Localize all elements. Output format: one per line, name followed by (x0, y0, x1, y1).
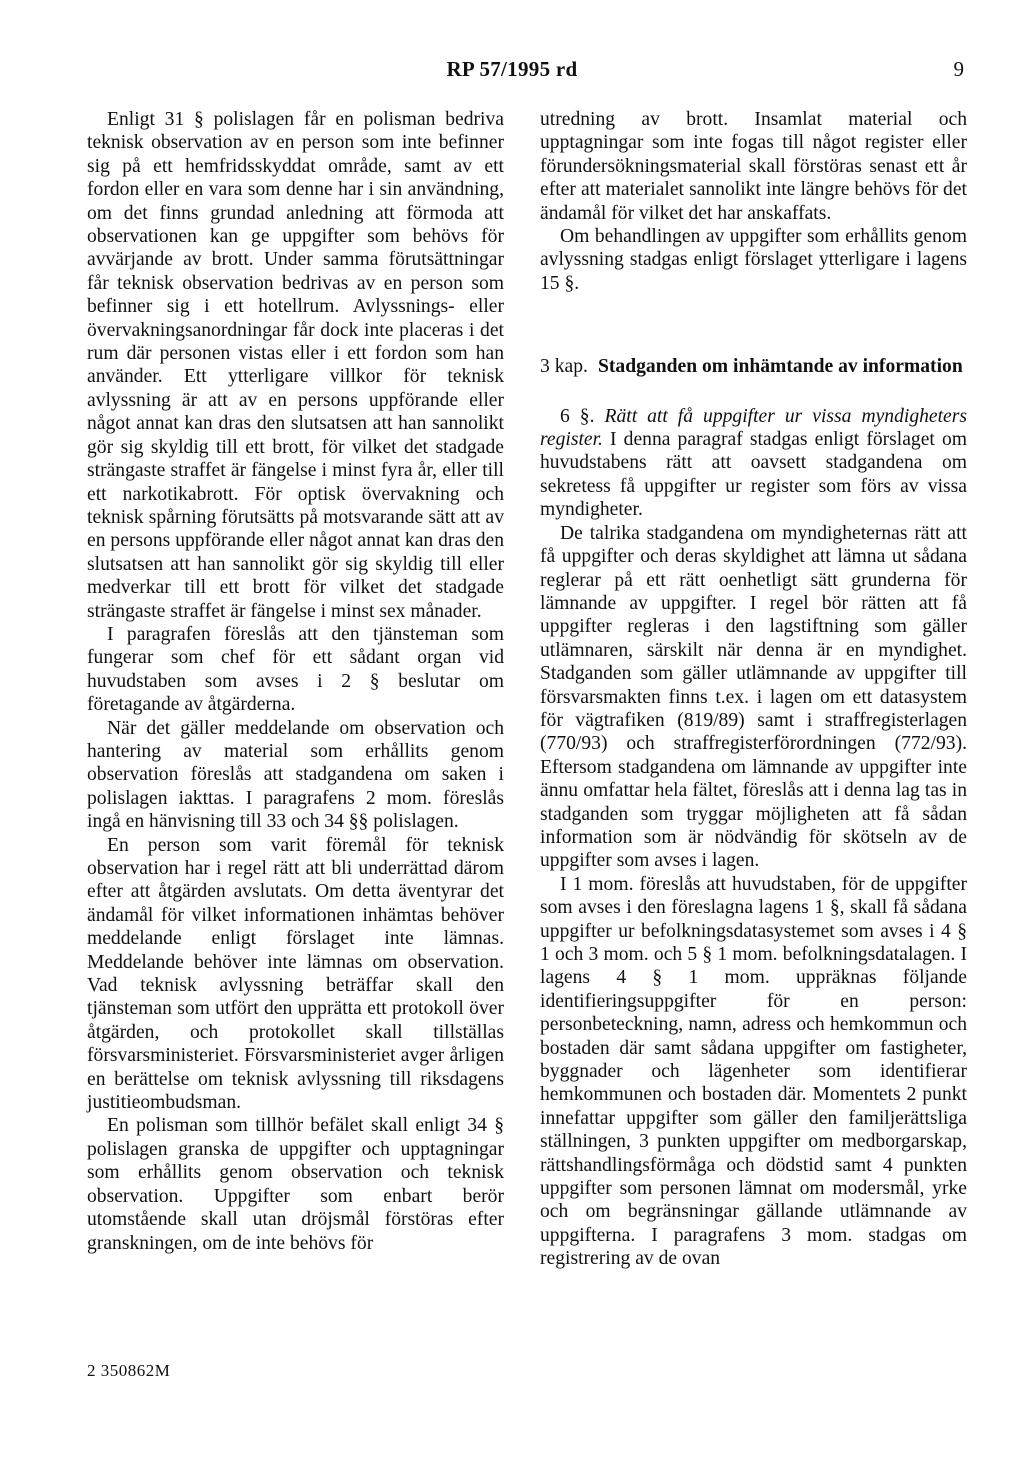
left-column (87, 108, 504, 1255)
body-paragraph: En polisman som tillhör befälet skall enligt 34 § polislagen granska de uppgifter och upptagningar som erhållits genom observation och teknisk observation. Uppgifter som enbart berör utomstående skall utan dröjsmål förstöras efter granskningen, om de inte behövs för (87, 1115, 504, 1254)
footer-print-code: 2 350862M (87, 1361, 171, 1380)
section-number: 6 §. (560, 405, 595, 427)
right-column (540, 108, 967, 1271)
chapter-heading (540, 355, 967, 378)
body-paragraph: När det gäller meddelande om observation och hantering av material som erhållits genom observation föreslås att stadgandena om saken i polislagen iakttas. I paragrafens 2 mom. föreslås ingå en hänvisning till 33 och 34 §§ polislagen. (87, 717, 504, 833)
body-paragraph: Om behandlingen av uppgifter som erhållits genom avlyssning stadgas enligt förslaget ytterligare i lagens 15 §. (540, 226, 967, 294)
body-paragraph: I 1 mom. föreslås att huvudstaben, för de uppgifter som avses i den föreslagna lagens 1 §, skall få sådana uppgifter ur befolkningsdatasystemet som avses i 4 § 1 och 3 mom. och 5 § 1 mom. befolkningsdatalagen. I lagens 4 § 1 mom. uppräknas följande identifieringsuppgifter för en person: personbeteckning, namn, adress och hemkommun och bostaden där samt sådana uppgifter om fastigheter, byggnader och lägenheter som identifierar hemkommunen och bostaden där. Momentets 2 punkt innefattar uppgifter som gäller den familjerättsliga ställningen, 3 punkten uppgifter om medborgarskap, rättshandlingsförmåga och dödstid samt 4 punkten uppgifter som personen lämnat om modersmål, yrke och om begränsningar gällande utlämnande av uppgifterna. I paragrafens 3 mom. stadgas om registrering av de ovan (540, 873, 967, 1270)
section-title: Rätt att få uppgifter ur vissa myndigheters register. (540, 405, 968, 451)
body-paragraph: De talrika stadgandena om myndigheternas rätt att få uppgifter och deras skyldighet att lämna ut sådana reglerar på ett rätt oenhetligt sätt grunderna för lämnande av uppgifter. I regel bör rätten att få uppgifter regleras i den lagstiftning som gäller utlämnaren, särskilt när denna är en myndighet. Stadganden som gäller utlämnande av uppgifter till försvarsmakten finns t.ex. i lagen om ett datasystem för vägtrafiken (819/89) samt i straffregisterlagen (770/93) och straffregisterförordningen (772/93). Eftersom stadgandena om lämnande av uppgifter inte ännu omfattar hela fältet, föreslås att i denna lag tas in stadganden som tryggar möjligheten att få sådan information som är nödvändig för skötseln av de uppgifter som avses i lagen. (540, 522, 967, 872)
body-paragraph: utredning av brott. Insamlat material och upptagningar som inte fogas till något register eller förundersökningsmaterial skall förstöras senast ett år efter att materialet sannolikt inte längre behövs för det ändamål för vilket det har anskaffats. (540, 109, 967, 224)
page-header-title: RP 57/1995 rd (446, 57, 578, 81)
page-number: 9 (953, 57, 964, 81)
body-paragraph: En person som varit föremål för teknisk observation har i regel rätt att bli underrättad därom efter att åtgärden avslutats. Om detta äventyrar det ändamål för vilket informationen inhämtas behöver meddelande enligt förslaget inte lämnas. Meddelande behöver inte lämnas om observation. Vad teknisk avlyssning beträffar skall den tjänsteman som utfört den upprätta ett protokoll över åtgärden, och protokollet skall tillställas försvarsministeriet. Försvarsministeriet avger årligen en berättelse om teknisk avlyssning till riksdagens justitieombudsman. (87, 834, 504, 1114)
section-paragraph (540, 405, 967, 522)
body-paragraph: Enligt 31 § polislagen får en polisman bedriva teknisk observation av en person som inte befinner sig på ett hemfridsskyddat område, samt av ett fordon eller en vara som denne har i sin användning, om det finns grundad anledning att förmoda att observationen kan ge uppgifter som behövs för avvärjande av brott. Under samma förutsättningar får teknisk observation bedrivas av en person som befinner sig i ett hotellrum. Avlyssnings- eller övervakningsanordningar får dock inte placeras i det rum där personen vistas eller i ett fordon som han använder. Ett ytterligare villkor för teknisk avlyssning är att av en persons uppförande eller något annat kan dras den slutsatsen att han sannolikt gör sig skyldig till ett brott, för vilket det stadgade strängaste straffet är fängelse i minst fyra år, eller till ett narkotikabrott. För optisk övervakning och teknisk spårning förutsätts på motsvarande sätt att av en persons uppförande eller något annat kan dras den slutsatsen att han sannolikt gör sig skyldig till eller medverkar till ett brott för vilket det stadgade strängaste straffet är fängelse i minst sex månader. (87, 109, 504, 622)
section-text: I denna paragraf stadgas enligt förslaget om huvudstabens rätt att oavsett stadgandena om sekretess få uppgifter ur register som förs av vissa myndigheter. (540, 429, 967, 521)
chapter-title: Stadganden om inhämtande av information (598, 356, 963, 378)
body-paragraph: I paragrafen föreslås att den tjänsteman som fungerar som chef för ett sådant organ vid huvudstaben som avses i 2 § beslutar om företagande av åtgärderna. (87, 623, 504, 716)
chapter-number: 3 kap. (540, 356, 588, 378)
